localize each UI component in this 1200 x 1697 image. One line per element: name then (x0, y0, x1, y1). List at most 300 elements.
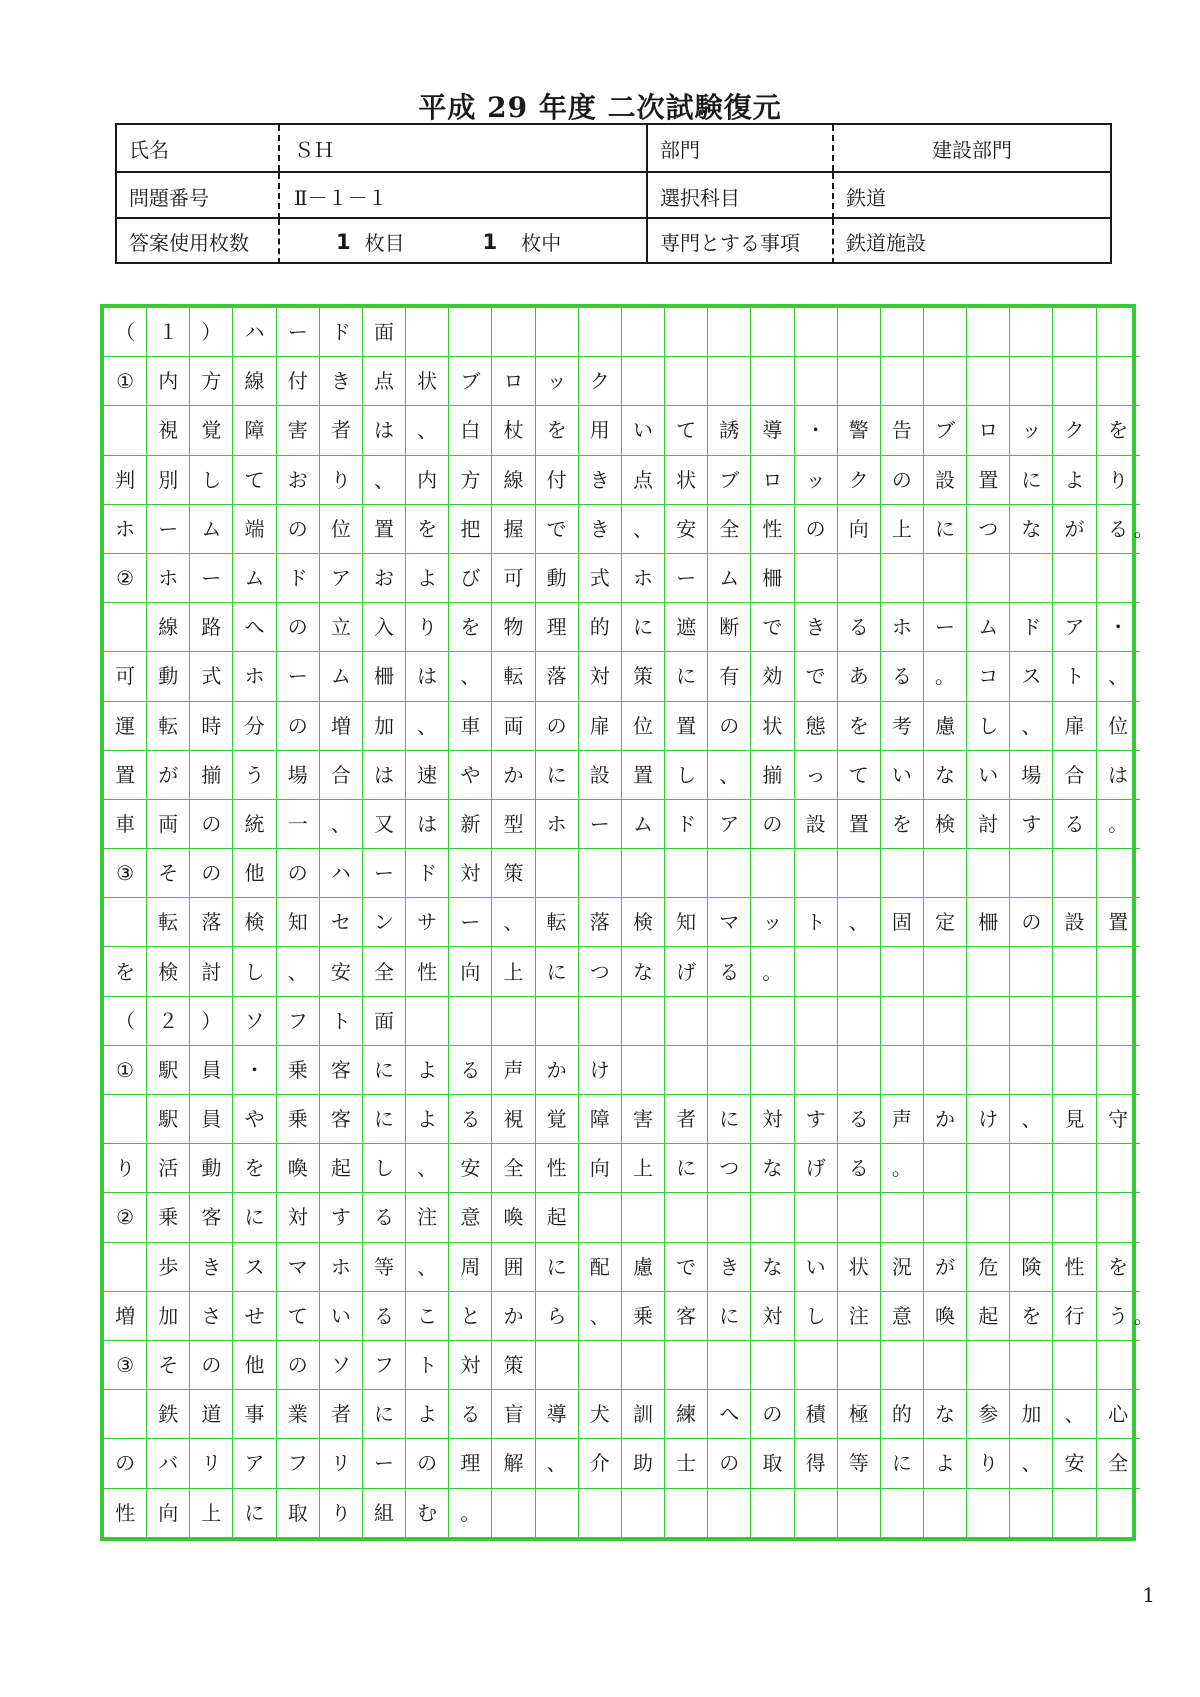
grid-cell: 練 (665, 1390, 708, 1439)
grid-cell: と (449, 1292, 492, 1341)
grid-cell (795, 357, 838, 406)
grid-cell: の (104, 1439, 147, 1488)
grid-cell: 扉 (579, 702, 622, 751)
grid-cell: ク (579, 357, 622, 406)
grid-cell: ホ (104, 505, 147, 554)
grid-cell: 全 (1097, 1439, 1140, 1488)
grid-cell (924, 1489, 967, 1538)
grid-cell: 盲 (492, 1390, 535, 1439)
grid-cell: 位 (320, 505, 363, 554)
grid-cell: 客 (320, 1095, 363, 1144)
grid-cell: や (449, 751, 492, 800)
grid-cell (838, 1341, 881, 1390)
grid-cell: ） (190, 308, 233, 357)
grid-cell: 白 (449, 406, 492, 455)
grid-cell: 向 (838, 505, 881, 554)
grid-cell (665, 997, 708, 1046)
grid-cell: な (924, 1390, 967, 1439)
grid-cell: 、 (492, 898, 535, 947)
grid-cell: の (1010, 898, 1053, 947)
grid-cell (881, 1341, 924, 1390)
grid-cell: 方 (190, 357, 233, 406)
grid-cell: 柵 (363, 652, 406, 701)
grid-cell (967, 849, 1010, 898)
grid-cell: 入 (363, 603, 406, 652)
grid-cell: 合 (1053, 751, 1096, 800)
grid-cell (579, 308, 622, 357)
grid-cell: が (147, 751, 190, 800)
grid-cell: 上 (881, 505, 924, 554)
grid-cell: セ (320, 898, 363, 947)
grid-cell: 、 (708, 751, 751, 800)
grid-cell (622, 997, 665, 1046)
grid-cell (536, 308, 579, 357)
grid-cell: 的 (579, 603, 622, 652)
grid-cell (665, 1193, 708, 1242)
grid-cell: 置 (1097, 898, 1140, 947)
grid-cell: に (665, 652, 708, 701)
sheet-current-number: 1 (336, 229, 351, 254)
grid-cell: 考 (881, 702, 924, 751)
grid-cell: な (924, 751, 967, 800)
grid-cell (795, 947, 838, 996)
grid-cell: て (665, 406, 708, 455)
grid-cell: ホ (233, 652, 276, 701)
grid-cell: 検 (924, 800, 967, 849)
grid-cell: か (924, 1095, 967, 1144)
grid-cell: 方 (449, 456, 492, 505)
grid-cell: ② (104, 1193, 147, 1242)
grid-cell: 注 (406, 1193, 449, 1242)
grid-cell: 見 (1053, 1095, 1096, 1144)
grid-cell: ・ (795, 406, 838, 455)
grid-cell: 固 (881, 898, 924, 947)
grid-cell: り (320, 456, 363, 505)
grid-cell (967, 1341, 1010, 1390)
grid-cell: 、 (1010, 1095, 1053, 1144)
grid-cell: 。 (924, 652, 967, 701)
grid-cell: り (967, 1439, 1010, 1488)
grid-cell: し (190, 456, 233, 505)
grid-cell: 動 (147, 652, 190, 701)
grid-cell: 車 (104, 800, 147, 849)
grid-cell (622, 357, 665, 406)
grid-cell (751, 1341, 794, 1390)
grid-cell (838, 997, 881, 1046)
grid-cell (579, 849, 622, 898)
grid-cell: 策 (492, 1341, 535, 1390)
grid-cell: つ (967, 505, 1010, 554)
grid-cell (1097, 1046, 1140, 1095)
grid-cell (536, 849, 579, 898)
grid-cell: ロ (492, 357, 535, 406)
grid-cell: ス (233, 1243, 276, 1292)
grid-cell: 他 (233, 1341, 276, 1390)
grid-cell (708, 357, 751, 406)
grid-cell: 両 (492, 702, 535, 751)
header-row-name (117, 125, 1110, 171)
grid-cell (881, 997, 924, 1046)
grid-cell: 線 (233, 357, 276, 406)
grid-cell: 喚 (492, 1193, 535, 1242)
grid-cell: ア (320, 554, 363, 603)
grid-cell (1097, 947, 1140, 996)
grid-cell (924, 357, 967, 406)
grid-cell: ム (233, 554, 276, 603)
grid-cell: 置 (363, 505, 406, 554)
grid-cell (967, 1193, 1010, 1242)
grid-cell: 上 (622, 1144, 665, 1193)
grid-cell: 、 (1010, 1439, 1053, 1488)
grid-cell: 駅 (147, 1046, 190, 1095)
grid-cell: ー (924, 603, 967, 652)
grid-cell: び (449, 554, 492, 603)
grid-cell: ブ (449, 357, 492, 406)
grid-cell: い (320, 1292, 363, 1341)
grid-cell (881, 308, 924, 357)
grid-cell (449, 308, 492, 357)
grid-cell: 起 (536, 1193, 579, 1242)
grid-cell: 乗 (277, 1095, 320, 1144)
grid-cell (1053, 947, 1096, 996)
grid-cell: バ (147, 1439, 190, 1488)
grid-cell: マ (277, 1243, 320, 1292)
grid-cell: 点 (622, 456, 665, 505)
grid-cell: 声 (881, 1095, 924, 1144)
grid-cell: さ (190, 1292, 233, 1341)
grid-cell: は (363, 751, 406, 800)
grid-cell (104, 406, 147, 455)
grid-cell: 道 (190, 1390, 233, 1439)
grid-cell: 対 (751, 1095, 794, 1144)
grid-cell: に (233, 1489, 276, 1538)
grid-cell: き (579, 456, 622, 505)
grid-cell: ブ (924, 406, 967, 455)
grid-cell: 把 (449, 505, 492, 554)
grid-cell: 性 (406, 947, 449, 996)
grid-cell: に (881, 1439, 924, 1488)
grid-cell: る (838, 1144, 881, 1193)
grid-cell: 柵 (751, 554, 794, 603)
header-row-sheets (117, 217, 1110, 264)
grid-cell: そ (147, 849, 190, 898)
grid-cell: 線 (147, 603, 190, 652)
grid-cell: 場 (1010, 751, 1053, 800)
grid-cell: 険 (1010, 1243, 1053, 1292)
grid-cell: 周 (449, 1243, 492, 1292)
grid-cell (665, 308, 708, 357)
grid-cell (967, 1489, 1010, 1538)
grid-cell: 討 (190, 947, 233, 996)
grid-cell: 客 (190, 1193, 233, 1242)
grid-cell (881, 947, 924, 996)
grid-cell: 鉄 (147, 1390, 190, 1439)
grid-cell (536, 1489, 579, 1538)
grid-cell (881, 849, 924, 898)
grid-cell: お (277, 456, 320, 505)
grid-cell: 障 (579, 1095, 622, 1144)
grid-cell (795, 308, 838, 357)
grid-cell: つ (708, 1144, 751, 1193)
grid-cell: る (838, 1095, 881, 1144)
grid-cell: ① (104, 357, 147, 406)
grid-cell: 可 (104, 652, 147, 701)
grid-cell (1010, 1193, 1053, 1242)
grid-cell: 安 (449, 1144, 492, 1193)
grid-cell: 配 (579, 1243, 622, 1292)
grid-cell: 別 (147, 456, 190, 505)
grid-cell: 速 (406, 751, 449, 800)
grid-cell: る (363, 1292, 406, 1341)
overflow-punctuation: 。 (1133, 1303, 1154, 1328)
grid-cell: 可 (492, 554, 535, 603)
answer-sheet-grid (100, 304, 1154, 1541)
grid-cell: き (190, 1243, 233, 1292)
grid-cell (492, 308, 535, 357)
grid-cell: 喚 (277, 1144, 320, 1193)
grid-cell: 乗 (147, 1193, 190, 1242)
grid-cell: 助 (622, 1439, 665, 1488)
grid-cell: ム (708, 554, 751, 603)
grid-cell: に (363, 1095, 406, 1144)
grid-cell: ッ (1010, 406, 1053, 455)
grid-cell: 喚 (924, 1292, 967, 1341)
grid-cell: の (277, 702, 320, 751)
grid-cell (1053, 997, 1096, 1046)
grid-cell (795, 997, 838, 1046)
grid-cell: の (190, 1341, 233, 1390)
grid-cell: 、 (1010, 702, 1053, 751)
grid-cell: （ (104, 997, 147, 1046)
grid-cell: う 。 (1097, 1292, 1140, 1341)
grid-cell: ド (277, 554, 320, 603)
grid-cell: 理 (449, 1439, 492, 1488)
grid-cell (1053, 1046, 1096, 1095)
grid-cell: ド (406, 849, 449, 898)
grid-cell: マ (708, 898, 751, 947)
grid-cell: 新 (449, 800, 492, 849)
grid-cell: る (708, 947, 751, 996)
grid-cell: 慮 (622, 1243, 665, 1292)
grid-cell: い (881, 751, 924, 800)
grid-cell: 障 (233, 406, 276, 455)
grid-cell: 心 (1097, 1390, 1140, 1439)
grid-cell: １ (147, 308, 190, 357)
grid-cell: 向 (579, 1144, 622, 1193)
grid-cell (751, 1193, 794, 1242)
grid-cell (406, 308, 449, 357)
grid-cell: ・ (233, 1046, 276, 1095)
grid-cell: 路 (190, 603, 233, 652)
grid-cell: の (406, 1439, 449, 1488)
grid-cell: 、 (1053, 1390, 1096, 1439)
grid-cell: 行 (1053, 1292, 1096, 1341)
grid-cell: ー (190, 554, 233, 603)
grid-cell (1053, 849, 1096, 898)
grid-cell (924, 1193, 967, 1242)
grid-cell: ー (277, 652, 320, 701)
grid-cell: ③ (104, 849, 147, 898)
grid-cell: 。 (751, 947, 794, 996)
page-title: 平成 29 年度 二次試験復元 (418, 91, 782, 124)
grid-cell: 検 (233, 898, 276, 947)
grid-cell (751, 849, 794, 898)
grid-cell (1097, 1193, 1140, 1242)
grid-cell: 意 (881, 1292, 924, 1341)
grid-cell: ア (708, 800, 751, 849)
grid-cell: 端 (233, 505, 276, 554)
grid-cell: 上 (190, 1489, 233, 1538)
header-row-problem (117, 171, 1110, 219)
grid-cell (622, 849, 665, 898)
grid-cell: に (363, 1390, 406, 1439)
grid-cell: 乗 (277, 1046, 320, 1095)
grid-cell: ド (665, 800, 708, 849)
grid-cell: ハ (233, 308, 276, 357)
grid-cell: に (233, 1193, 276, 1242)
grid-cell (708, 997, 751, 1046)
grid-cell (1010, 1144, 1053, 1193)
grid-cell: の (708, 1439, 751, 1488)
grid-cell: を (536, 406, 579, 455)
grid-cell: 性 (104, 1489, 147, 1538)
grid-cell: 、 (1097, 652, 1140, 701)
grid-cell: の (190, 849, 233, 898)
grid-cell: 策 (622, 652, 665, 701)
grid-cell: ム (190, 505, 233, 554)
grid-cell (751, 1489, 794, 1538)
grid-cell: 介 (579, 1439, 622, 1488)
grid-cell: 犬 (579, 1390, 622, 1439)
grid-cell: ト (1053, 652, 1096, 701)
grid-cell (708, 1341, 751, 1390)
grid-cell: ム (320, 652, 363, 701)
grid-cell (924, 554, 967, 603)
grid-cell: 立 (320, 603, 363, 652)
grid-cell: 落 (190, 898, 233, 947)
grid-cell: し (967, 702, 1010, 751)
grid-cell: 況 (881, 1243, 924, 1292)
grid-cell: か (492, 1292, 535, 1341)
grid-cell: ③ (104, 1341, 147, 1390)
grid-cell (924, 1046, 967, 1095)
subject-value: 鉄道 (846, 185, 886, 210)
grid-cell: ド (320, 308, 363, 357)
grid-cell: っ (795, 751, 838, 800)
grid-cell (795, 1489, 838, 1538)
grid-cell: 面 (363, 997, 406, 1046)
grid-cell: 転 (147, 702, 190, 751)
grid-cell: よ (406, 554, 449, 603)
grid-cell: を (449, 603, 492, 652)
grid-cell: 的 (881, 1390, 924, 1439)
grid-cell (838, 357, 881, 406)
grid-cell: 動 (536, 554, 579, 603)
grid-cell: 業 (277, 1390, 320, 1439)
grid-cell: ド (1010, 603, 1053, 652)
grid-cell: へ (233, 603, 276, 652)
grid-cell (1097, 1144, 1140, 1193)
page-number: 1 (1142, 1583, 1155, 1607)
grid-cell: る (449, 1390, 492, 1439)
grid-cell: ） (190, 997, 233, 1046)
grid-cell: す (1010, 800, 1053, 849)
grid-cell: 導 (751, 406, 794, 455)
grid-cell: 全 (363, 947, 406, 996)
grid-cell: 訓 (622, 1390, 665, 1439)
grid-cell: 、 (363, 456, 406, 505)
grid-cell: 取 (277, 1489, 320, 1538)
grid-cell: に (536, 947, 579, 996)
grid-cell: 用 (579, 406, 622, 455)
grid-cell: 組 (363, 1489, 406, 1538)
grid-cell: ッ (536, 357, 579, 406)
grid-cell: 安 (320, 947, 363, 996)
grid-cell: 加 (363, 702, 406, 751)
grid-cell: 車 (449, 702, 492, 751)
grid-cell: 杖 (492, 406, 535, 455)
grid-cell (1097, 1341, 1140, 1390)
sheets-used-label: 答案使用枚数 (117, 219, 280, 264)
grid-cell: よ (406, 1390, 449, 1439)
grid-cell: ロ (967, 406, 1010, 455)
grid-cell: 等 (838, 1439, 881, 1488)
grid-cell (751, 997, 794, 1046)
grid-cell: き (320, 357, 363, 406)
grid-cell (665, 1046, 708, 1095)
grid-cell: 面 (363, 308, 406, 357)
grid-cell (881, 1489, 924, 1538)
grid-cell: 置 (104, 751, 147, 800)
grid-cell (1010, 1046, 1053, 1095)
grid-cell: 状 (665, 456, 708, 505)
grid-cell: に (924, 505, 967, 554)
problem-number-value: Ⅱ－１－１ (280, 173, 648, 219)
grid-cell: 乗 (622, 1292, 665, 1341)
grid-cell: 安 (1053, 1439, 1096, 1488)
grid-cell: し (795, 1292, 838, 1341)
grid-cell: 駅 (147, 1095, 190, 1144)
grid-cell: 対 (449, 1341, 492, 1390)
grid-cell: 士 (665, 1439, 708, 1488)
grid-cell (924, 997, 967, 1046)
grid-cell (795, 1193, 838, 1242)
grid-cell (1053, 554, 1096, 603)
grid-cell: リ (190, 1439, 233, 1488)
grid-cell: 害 (277, 406, 320, 455)
grid-cell: 危 (967, 1243, 1010, 1292)
grid-cell: お (363, 554, 406, 603)
sheet-total-label: 枚中 (521, 231, 562, 255)
grid-cell: 者 (665, 1095, 708, 1144)
grid-cell: ー (277, 308, 320, 357)
grid-cell (1010, 947, 1053, 996)
grid-cell: 転 (492, 652, 535, 701)
grid-cell (1053, 1193, 1096, 1242)
grid-cell: に (708, 1292, 751, 1341)
grid-cell: ブ (708, 456, 751, 505)
grid-cell: 握 (492, 505, 535, 554)
grid-cell: ク (1053, 406, 1096, 455)
grid-cell: ト (406, 1341, 449, 1390)
grid-cell: 態 (795, 702, 838, 751)
grid-cell: の (881, 456, 924, 505)
overflow-punctuation: 。 (1133, 516, 1154, 541)
grid-cell (1053, 1489, 1096, 1538)
grid-cell: 活 (147, 1144, 190, 1193)
grid-cell: ホ (320, 1243, 363, 1292)
grid-cell: サ (406, 898, 449, 947)
